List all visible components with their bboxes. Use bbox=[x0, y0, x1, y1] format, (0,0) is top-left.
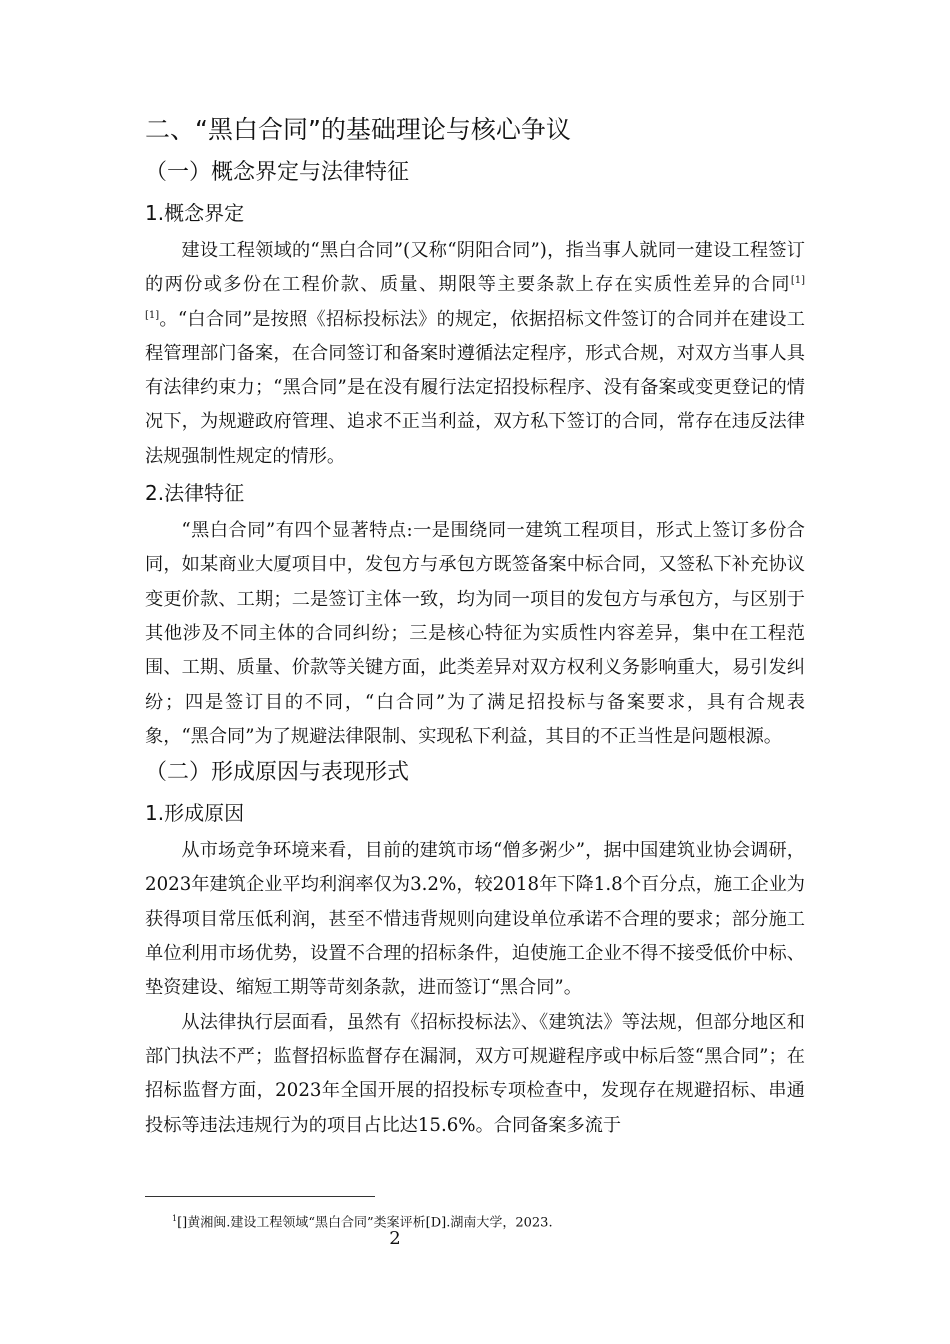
chapter-heading: 二、“黑白合同”的基础理论与核心争议 bbox=[145, 115, 571, 144]
paragraph-legal-features: “黑白合同”有四个显著特点:一是围绕同一建筑工程项目，形式上签订多份合同，如某商业大厦项目中，发包方与承包方既签备案中标合同，又签私下补充协议变更价款、工期；二是签订主体一致，均为同一项目的发包方与承包方，与区别于其他涉及不同主体的合同纠纷；三是核心特征为实质性内容差异，集中在工程范围、工期、质量、价款等关键方面，此类差异对双方权利义务影响重大，易引发纠纷；四是签订目的不同，“白合同”为了满足招投标与备案要求，具有合规表象，“黑合同”为了规避法律限制、实现私下利益，其目的不正当性是问题根源。 bbox=[145, 520, 805, 747]
page-number: 2 bbox=[389, 1228, 401, 1249]
footnote-mark: 1 bbox=[172, 1214, 178, 1223]
footnote-text: []黄湘闽.建设工程领域“黑白合同”类案评析[D].湖南大学，2023. bbox=[177, 1215, 553, 1231]
citation-reference[interactable]: [1] [1] bbox=[145, 275, 805, 321]
paragraph-law-enforcement: 从法律执行层面看，虽然有《招标投标法》、《建筑法》等法规，但部分地区和部门执法不严；监督招标监督存在漏洞，双方可规避程序或中标后签“黑合同”；在招标监督方面，2023年全国开展的招投标专项检查中，发现存在规避招标、串通投标等违法违规行为的项目占比达15.6%。合同备案多流于 bbox=[145, 1011, 805, 1136]
subsection-heading-2-1: 1.形成原因 bbox=[145, 801, 245, 826]
document-body bbox=[145, 110, 805, 1143]
section-heading-2: （二）形成原因与表现形式 bbox=[145, 760, 410, 786]
footnote-divider bbox=[145, 1196, 375, 1197]
paragraph-definition-part-b: 。“白合同”是按照《招标投标法》的规定，依据招标文件签订的合同并在建设工程管理部门备案，在合同签订和备案时遵循法定程序，形式合规，对双方当事人具有法律约束力；“黑合同”是在没有履行法定招投标程序、没有备案或变更登记的情况下，为规避政府管理、追求不正当利益，双方私下签订的合同，常存在违反法律法规强制性规定的情形。 bbox=[145, 308, 805, 467]
paragraph-definition bbox=[145, 234, 805, 474]
paragraph-definition-part-a: 建设工程领域的“黑白合同”(又称“阴阳合同”)，指当事人就同一建设工程签订的两份或多份在工程价款、质量、期限等主要条款上存在实质性差异的合同 bbox=[145, 240, 805, 296]
subsection-heading-1-2: 2.法律特征 bbox=[145, 481, 245, 506]
section-heading-1: （一）概念界定与法律特征 bbox=[145, 160, 410, 185]
paragraph-market-competition: 从市场竞争环境来看，目前的建筑市场“僧多粥少”，据中国建筑业协会调研，2023年建筑企业平均利润率仅为3.2%，较2018年下降1.8个百分点，施工企业为获得项目常压低利润，甚至不惜违背规则向建设单位承诺不合理的要求；部分施工单位利用市场优势，设置不合理的招标条件，迫使施工企业不得不接受低价中标、垫资建设、缩短工期等苛刻条款，进而签订“黑合同”。 bbox=[145, 840, 805, 999]
subsection-heading-1-1: 1.概念界定 bbox=[145, 201, 245, 225]
